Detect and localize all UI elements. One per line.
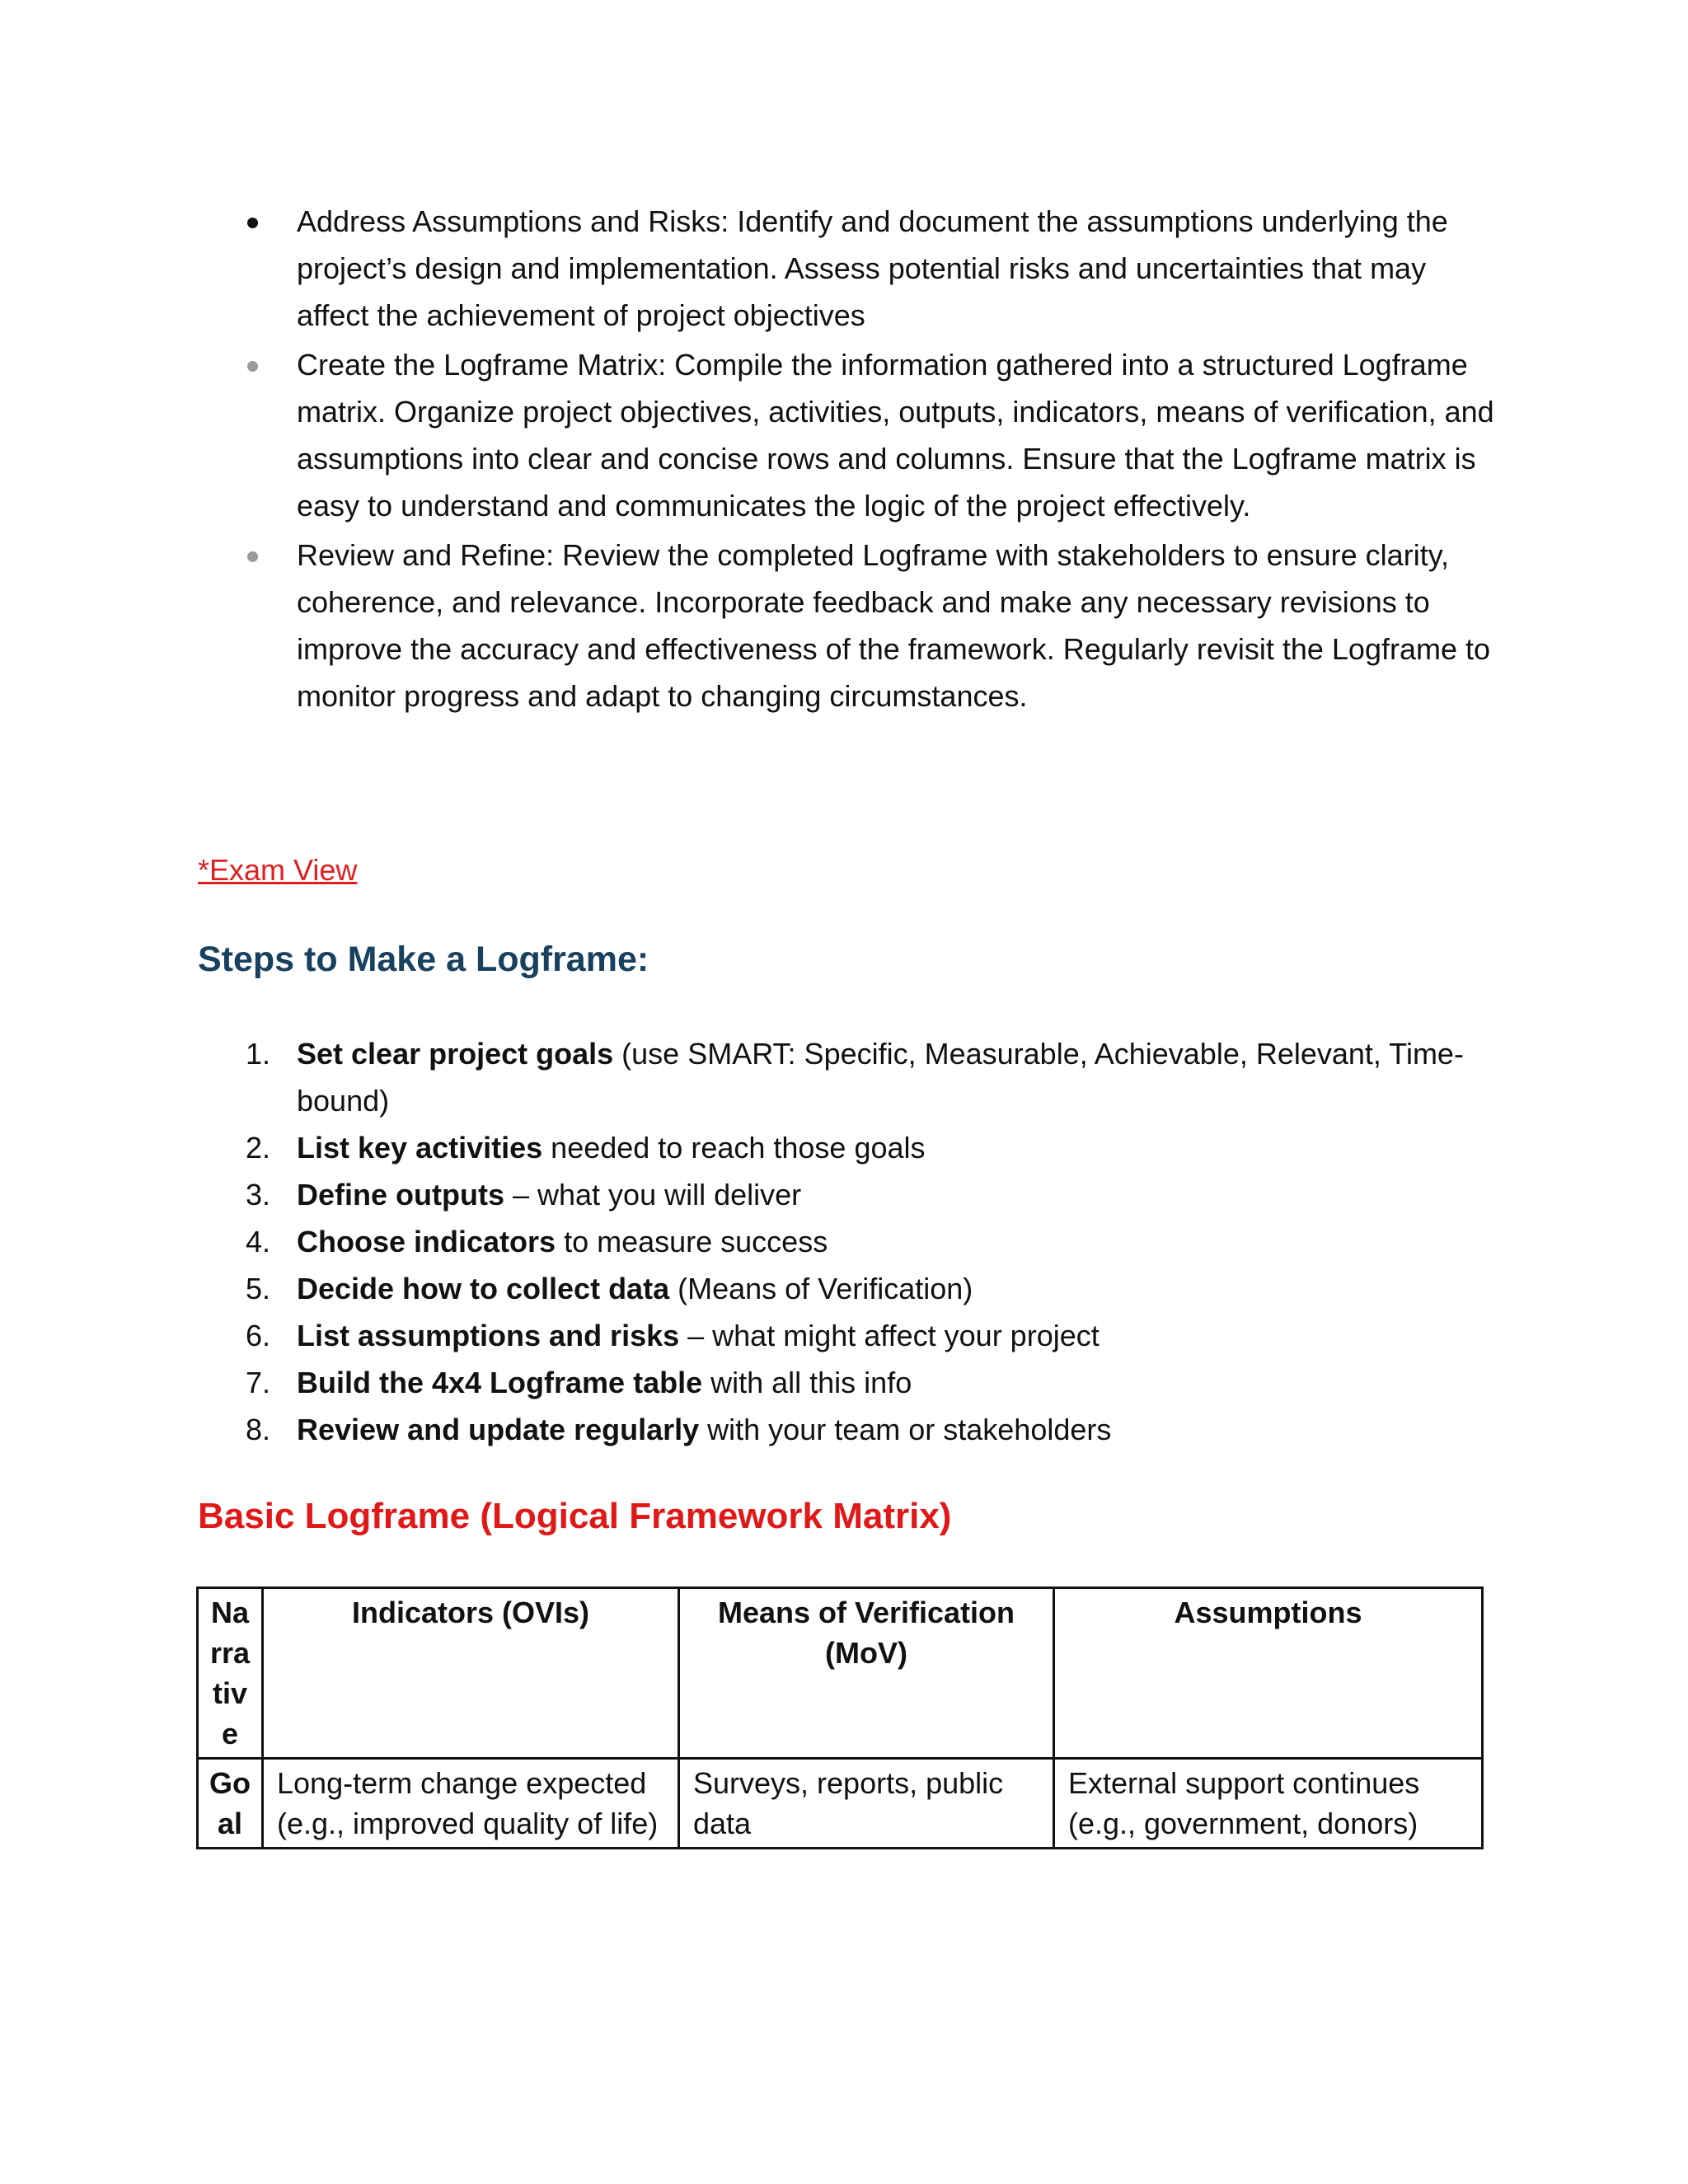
step-text: – what might affect your project (679, 1319, 1100, 1352)
step-number: 4. (246, 1225, 271, 1258)
bullet-text: Review and Refine: Review the completed Logframe with stakeholders to ensure clarity, coherence, and relevance. Incorporate feedback and make any necessary revisions to improve the accuracy and effectiveness of the framework. Regularly revisit the Logframe to monitor progress and adapt to changing circumstances. (297, 538, 1491, 713)
header-means-of-verification: Means of Verification (MoV) (679, 1588, 1054, 1759)
step-bold-text: Review and update regularly (297, 1413, 700, 1446)
step-number: 3. (246, 1178, 271, 1212)
step-text: with all this info (702, 1366, 912, 1399)
step-bold-text: List key activities (297, 1131, 543, 1165)
step-bold-text: Build the 4x4 Logframe table (297, 1366, 703, 1399)
header-assumptions: Assumptions (1054, 1588, 1483, 1759)
step-text: (Means of Verification) (669, 1272, 973, 1305)
header-narrative: Narrative (198, 1588, 263, 1759)
table-row (198, 1759, 1483, 1849)
bullet-item (198, 532, 1500, 719)
step-item (198, 1406, 1517, 1453)
step-item (198, 1171, 1517, 1218)
step-text: (use SMART: Specific, Measurable, Achievable, Relevant, Time-bound) (297, 1037, 1464, 1118)
step-number: 8. (246, 1413, 271, 1446)
exam-view-link[interactable]: *Exam View (198, 853, 358, 887)
step-item (198, 1265, 1517, 1312)
step-text: – what you will deliver (504, 1178, 802, 1212)
bullet-icon (247, 361, 258, 372)
step-text: to measure success (556, 1225, 828, 1258)
step-item (198, 1359, 1517, 1406)
logframe-table (196, 1586, 1484, 1849)
bullet-text: Create the Logframe Matrix: Compile the information gathered into a structured Logframe matrix. Organize project objectives, activities, outputs, indicators, means of verification, and assumptions into clear and concise rows and columns. Ensure that the Logframe matrix is easy to understand and communicates the logic of the project effectively. (297, 348, 1494, 523)
step-bold-text: List assumptions and risks (297, 1319, 680, 1352)
bullet-text: Address Assumptions and Risks: Identify and document the assumptions underlying the project’s design and implementation. Assess potential risks and uncertainties that may affect the achievement of project objectives (297, 204, 1448, 332)
logframe-heading: Basic Logframe (Logical Framework Matrix) (198, 1496, 952, 1536)
step-bold-text: Choose indicators (297, 1225, 556, 1258)
bullet-icon (247, 218, 258, 228)
step-number: 5. (246, 1272, 271, 1305)
steps-list (198, 1030, 1517, 1453)
step-item (198, 1124, 1517, 1171)
step-item (198, 1218, 1517, 1265)
step-number: 1. (246, 1037, 271, 1071)
cell-means-of-verification: Surveys, reports, public data (679, 1759, 1054, 1849)
bullet-item (198, 198, 1500, 339)
step-text: with your team or stakeholders (699, 1413, 1112, 1446)
step-item (198, 1030, 1517, 1124)
cell-indicators: Long-term change expected (e.g., improved quality of life) (263, 1759, 679, 1849)
bullet-list (198, 198, 1500, 722)
step-number: 6. (246, 1319, 271, 1352)
bullet-item (198, 341, 1500, 529)
header-indicators: Indicators (OVIs) (263, 1588, 679, 1759)
steps-heading: Steps to Make a Logframe: (198, 940, 649, 979)
step-bold-text: Decide how to collect data (297, 1272, 670, 1305)
bullet-icon (247, 551, 258, 562)
step-bold-text: Set clear project goals (297, 1037, 614, 1071)
cell-narrative: Goal (198, 1759, 263, 1849)
step-text: needed to reach those goals (542, 1131, 926, 1165)
step-bold-text: Define outputs (297, 1178, 504, 1212)
table-header-row (198, 1588, 1483, 1759)
cell-assumptions: External support continues (e.g., government, donors) (1054, 1759, 1483, 1849)
step-number: 2. (246, 1131, 271, 1165)
step-number: 7. (246, 1366, 271, 1399)
step-item (198, 1312, 1517, 1359)
